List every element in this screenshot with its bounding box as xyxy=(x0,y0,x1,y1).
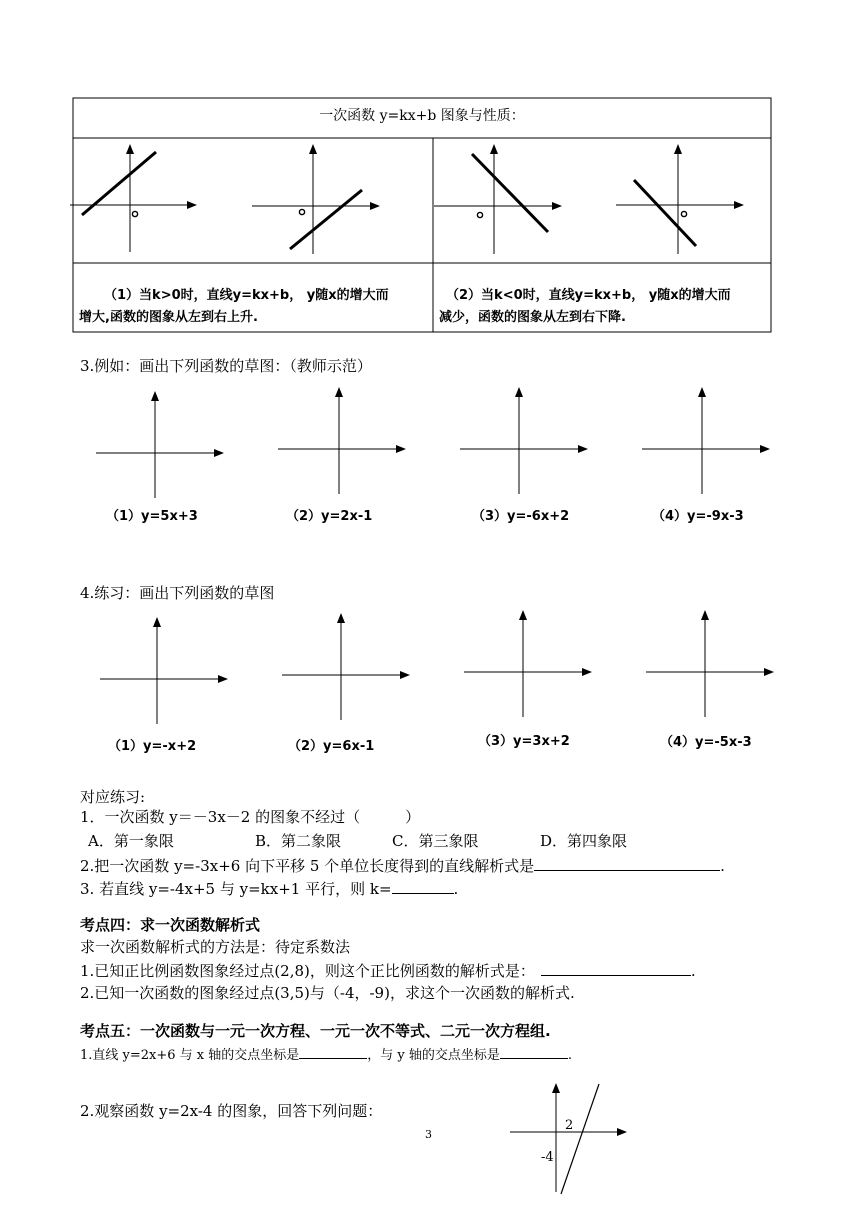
point5-q2: 2.观察函数 y=2x-4 的图象，回答下列问题： xyxy=(80,1102,383,1120)
point5-q1: 1.直线 y=2x+6 与 x 轴的交点坐标是 ，与 y 轴的交点坐标是 . xyxy=(80,1048,573,1063)
practice-caption-4: （4）y=-5x-3 xyxy=(660,735,752,750)
example-caption-1: （1）y=5x+3 xyxy=(106,509,198,524)
practice-caption-3: （3）y=3x+2 xyxy=(478,734,570,749)
point5-q1-text-a: 1.直线 y=2x+6 与 x 轴的交点坐标是 xyxy=(80,1048,300,1063)
practice-caption-1: （1）y=-x+2 xyxy=(108,739,197,754)
point5-q1-text-b: ，与 y 轴的交点坐标是 xyxy=(367,1048,500,1063)
example-caption-2: （2）y=2x-1 xyxy=(286,509,373,524)
origin-marker xyxy=(132,211,137,216)
example-caption-3: （3）y=-6x+2 xyxy=(472,509,570,524)
exercise-q1-option-a: A．第一象限 xyxy=(88,832,174,850)
practice-heading: 4.练习：画出下列函数的草图 xyxy=(80,584,275,602)
property-decreasing-line1: （2）当k<0时，直线y=kx+b， y随x的增大而 xyxy=(446,288,731,303)
practice-axes-3 xyxy=(462,605,602,735)
exercise-q2-blank[interactable] xyxy=(534,856,720,871)
graph-decreasing-1 xyxy=(432,140,572,260)
exercise-q3-text: 3. 若直线 y=-4x+5 与 y=kx+1 平行，则 k= xyxy=(80,880,392,898)
exercise-q1-option-d: D．第四象限 xyxy=(540,832,628,850)
point5-title: 考点五：一次函数与一元一次方程、一元一次不等式、二元一次方程组. xyxy=(80,1022,551,1040)
property-increasing-line2: 增大,函数的图象从左到右上升. xyxy=(79,310,258,325)
exercise-title: 对应练习: xyxy=(80,788,146,806)
example-axes-2 xyxy=(276,382,416,512)
exercise-q1: 1．一次函数 y＝－3x－2 的图象不经过（ ） xyxy=(80,808,421,826)
example-axes-4 xyxy=(640,382,780,512)
graph-increasing-2 xyxy=(250,140,390,260)
page-number: 3 xyxy=(425,1128,432,1141)
property-decreasing-line2: 减少，函数的图象从左到右下降. xyxy=(439,310,626,325)
graph-label-2: 2 xyxy=(565,1118,574,1133)
example-caption-4: （4）y=-9x-3 xyxy=(652,509,744,524)
practice-axes-4 xyxy=(644,605,784,735)
graph-increasing-1 xyxy=(68,140,208,260)
practice-axes-1 xyxy=(98,612,238,742)
exercise-q1-option-b: B．第二象限 xyxy=(255,832,342,850)
table-header: 一次函数 y=kx+b 图象与性质： xyxy=(319,108,525,124)
example-axes-3 xyxy=(458,382,598,512)
practice-axes-2 xyxy=(280,608,420,738)
exercise-q1-option-c: C．第三象限 xyxy=(392,832,479,850)
property-increasing-line1: （1）当k>0时，直线y=kx+b， y随x的增大而 xyxy=(104,288,389,303)
exercise-q3-blank[interactable] xyxy=(392,879,454,894)
point4-title: 考点四：求一次函数解析式 xyxy=(80,916,261,934)
example-axes-1 xyxy=(94,386,234,516)
exercise-q3: 3. 若直线 y=-4x+5 与 y=kx+1 平行，则 k= . xyxy=(80,880,459,898)
point5-q1-blank-y[interactable] xyxy=(500,1046,568,1059)
graph-y-2x-4 xyxy=(505,1080,645,1210)
example-heading: 3.例如：画出下列函数的草图：（教师示范） xyxy=(80,357,372,375)
exercise-q2-text: 2.把一次函数 y=-3x+6 向下平移 5 个单位长度得到的直线解析式是 xyxy=(80,857,535,875)
point4-q2: 2.已知一次函数的图象经过点(3,5)与（-4，-9)，求这个一次函数的解析式. xyxy=(80,984,575,1002)
point4-q1-text: 1.已知正比例函数图象经过点(2,8)，则这个正比例函数的解析式是： xyxy=(80,962,535,980)
point4-q1-blank[interactable] xyxy=(541,961,691,976)
graph-label-minus-4: -4 xyxy=(541,1150,554,1165)
point5-q1-blank-x[interactable] xyxy=(299,1046,367,1059)
exercise-q2: 2.把一次函数 y=-3x+6 向下平移 5 个单位长度得到的直线解析式是 . xyxy=(80,857,725,875)
point4-method: 求一次函数解析式的方法是：待定系数法 xyxy=(80,938,351,956)
point4-q1: 1.已知正比例函数图象经过点(2,8)，则这个正比例函数的解析式是： . xyxy=(80,962,696,980)
graph-decreasing-2 xyxy=(614,140,754,260)
practice-caption-2: （2）y=6x-1 xyxy=(288,739,375,754)
